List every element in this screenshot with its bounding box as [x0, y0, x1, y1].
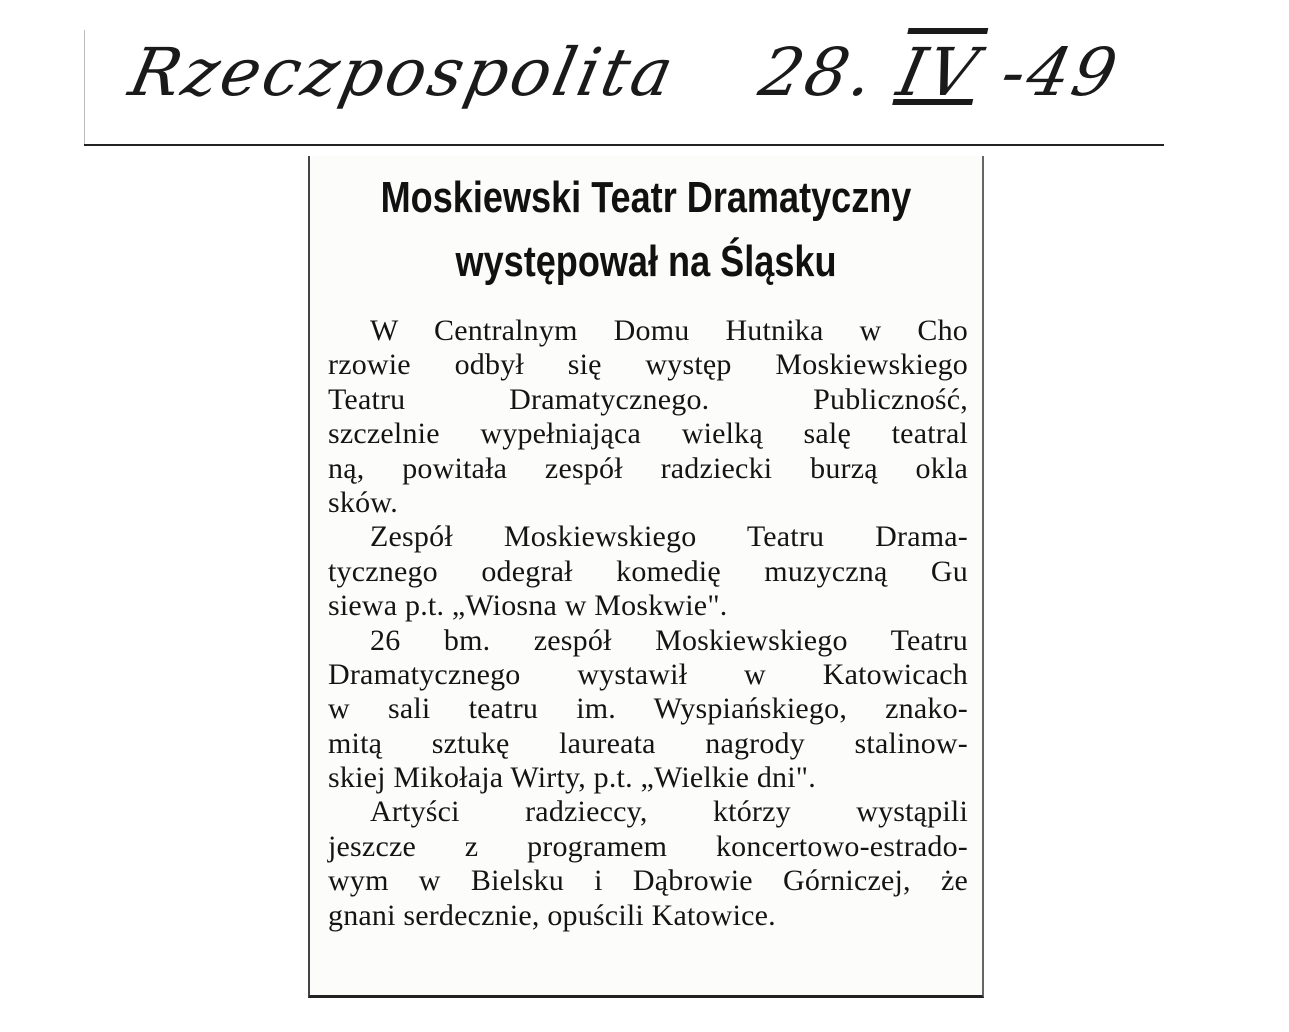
- body-line: ną, powitała zespół radziecki burzą okla: [328, 451, 968, 485]
- body-line: 26 bm. zespół Moskiewskiego Teatru: [370, 623, 968, 657]
- body-line: tycznego odegrał komedię muzyczną Gu: [328, 554, 968, 588]
- date-month: IV: [890, 34, 988, 111]
- body-line: mitą sztukę laureata nagrody stalinow-: [328, 726, 968, 760]
- header-rule: [84, 144, 1164, 146]
- newspaper-clipping: [308, 156, 984, 998]
- article-body: [328, 314, 968, 933]
- body-line: skiej Mikołaja Wirty, p.t. „Wielkie dni".: [328, 761, 816, 795]
- body-line: jeszcze z programem koncertowo-estrado-: [328, 829, 968, 863]
- body-line: w sali teatru im. Wyspiańskiego, znako-: [328, 692, 968, 726]
- handwritten-date: [753, 34, 1126, 111]
- headline-line: Moskiewski Teatr Dramatyczny: [380, 173, 912, 222]
- handwritten-source-note: [109, 28, 1130, 128]
- article-headline: [370, 166, 921, 294]
- margin-mark: [84, 30, 85, 144]
- body-line: Teatru Dramatycznego. Publiczność,: [328, 382, 968, 416]
- body-line: W Centralnym Domu Hutnika w Cho: [370, 314, 968, 347]
- body-line: wym w Bielsku i Dąbrowie Górniczej, że: [328, 864, 968, 898]
- body-line: gnani serdecznie, opuścili Katowice.: [328, 898, 776, 932]
- body-line: Dramatycznego wystawił w Katowicach: [328, 657, 968, 691]
- headline-line: występował na Śląsku: [455, 237, 837, 286]
- body-line: rzowie odbył się występ Moskiewskiego: [328, 348, 968, 382]
- date-day: 28.: [752, 34, 884, 111]
- date-year: -49: [994, 34, 1127, 111]
- handwritten-source: Rzeczpospolita: [122, 34, 683, 111]
- body-line: szczelnie wypełniająca wielką salę teatral: [328, 417, 968, 451]
- body-line: sków.: [328, 485, 398, 519]
- body-line: Artyści radzieccy, którzy wystąpili: [370, 795, 968, 829]
- body-line: siewa p.t. „Wiosna w Moskwie".: [328, 589, 728, 623]
- body-line: Zespół Moskiewskiego Teatru Drama-: [370, 520, 968, 554]
